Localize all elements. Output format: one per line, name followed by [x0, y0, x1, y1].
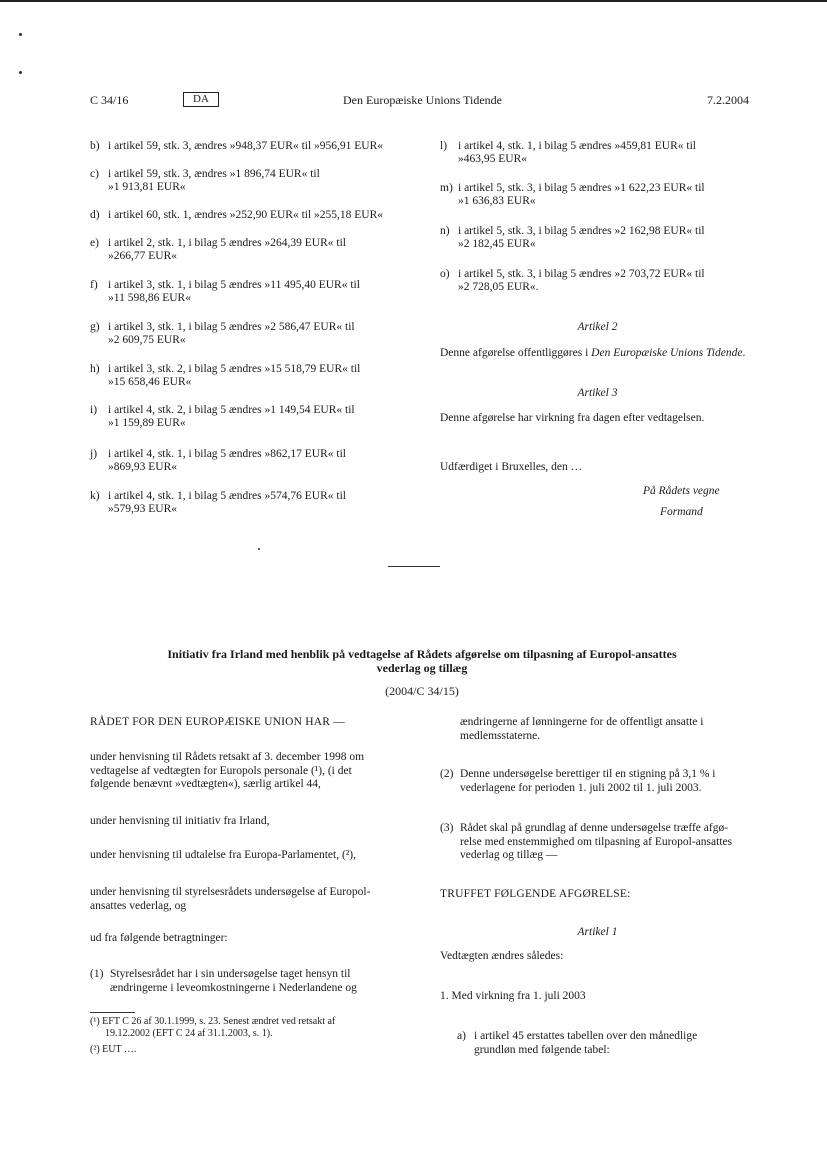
initiative-title-line2: vederlag og tillæg: [376, 661, 468, 675]
amendment-list-right: [440, 140, 755, 300]
amendment-text: i artikel 4, stk. 1, i bilag 5 ændres »459,81 EUR« til »463,95 EUR«: [458, 140, 696, 165]
amendment-letter: n): [440, 225, 450, 237]
recital-reference-3: under henvisning til udtalelse fra Europa-Parlamentet, (²),: [90, 849, 356, 861]
amendment-letter: l): [440, 140, 448, 152]
amendment-text: i artikel 4, stk. 1, i bilag 5 ændres »574,76 EUR« til »579,93 EUR«: [108, 490, 346, 515]
amendment-item: [90, 490, 408, 520]
scan-speck: [258, 548, 260, 550]
considerations-heading: ud fra følgende betragtninger:: [90, 932, 228, 944]
consideration-3: (3) Rådet skal på grundlag af denne undersøgelse træffe afgø- relse med enstemmighed om tilpasning af Europol-ansattes vederlag og tillæg —: [440, 822, 733, 861]
amendment-text: i artikel 5, stk. 3, i bilag 5 ændres »2 162,98 EUR« til »2 182,45 EUR«: [458, 225, 705, 250]
article-2-heading: Artikel 2: [577, 321, 618, 333]
signature-president: Formand: [660, 506, 703, 518]
footnote-2: (²) EUT ….: [90, 1044, 137, 1055]
initiative-title-line1: Initiativ fra Irland med henblik på vedtagelse af Rådets afgørelse om tilpasning af Europol-ansattes: [167, 647, 677, 661]
amendment-text: i artikel 59, stk. 3, ændres »948,37 EUR« til »956,91 EUR«: [108, 140, 384, 152]
consideration-1-continued: ændringerne af lønningerne for de offentligt ansatte i medlemsstaterne.: [460, 716, 704, 742]
journal-title: Den Europæiske Unions Tidende: [343, 93, 502, 107]
amendment-text: i artikel 3, stk. 1, i bilag 5 ændres »2 586,47 EUR« til »2 609,75 EUR«: [108, 321, 355, 346]
amendment-item: [90, 168, 408, 198]
done-at: Udfærdiget i Bruxelles, den …: [440, 461, 583, 473]
amendment-item: [440, 182, 755, 212]
scan-speck: [19, 71, 22, 74]
decision-heading: TRUFFET FØLGENDE AFGØRELSE:: [440, 888, 631, 900]
consideration-2: (2) Denne undersøgelse berettiger til en stigning på 3,1 % i vederlagene for perioden 1. juli 2002 til 1. juli 2003.: [440, 768, 716, 794]
consideration-1: (1) Styrelsesrådet har i sin undersøgelse taget hensyn til ændringerne i leveomkostningerne i Nederlandene og: [90, 968, 357, 994]
amendment-letter: h): [90, 363, 100, 375]
amendment-item: [90, 209, 408, 239]
amendment-letter: e): [90, 237, 99, 249]
amendment-text: i artikel 3, stk. 2, i bilag 5 ændres »15 518,79 EUR« til »15 658,46 EUR«: [108, 363, 361, 388]
article-2-text: Denne afgørelse offentliggøres i Den Europæiske Unions Tidende.: [440, 347, 746, 359]
amendment-text: i artikel 5, stk. 3, i bilag 5 ændres »1 622,23 EUR« til »1 636,83 EUR«: [458, 182, 705, 207]
amendment-item: [90, 321, 408, 351]
recital-reference-2: under henvisning til initiativ fra Irland,: [90, 815, 270, 827]
amendment-item: [90, 279, 408, 309]
amendment-letter: d): [90, 209, 100, 221]
amendment-text: i artikel 5, stk. 3, i bilag 5 ændres »2 703,72 EUR« til »2 728,05 EUR«.: [458, 268, 705, 293]
amendment-item: [90, 363, 408, 393]
article-1-heading: Artikel 1: [577, 926, 618, 938]
council-heading: RÅDET FOR DEN EUROPÆISKE UNION HAR —: [90, 716, 345, 728]
footnote-1: (¹) EFT C 26 af 30.1.1999, s. 23. Senest ændret ved retsakt af 19.12.2002 (EFT C 24 af 31.1.2003, s. 1).: [90, 1016, 336, 1039]
point-1: 1. Med virkning fra 1. juli 2003: [440, 990, 586, 1002]
amendment-letter: b): [90, 140, 100, 152]
amendment-text: i artikel 59, stk. 3, ændres »1 896,74 EUR« til »1 913,81 EUR«: [108, 168, 320, 193]
amendment-letter: i): [90, 404, 98, 416]
amendment-letter: j): [90, 448, 98, 460]
top-rule: [0, 0, 827, 2]
journal-date: 7.2.2004: [707, 93, 749, 107]
article-3-text: Denne afgørelse har virkning fra dagen efter vedtagelsen.: [440, 412, 705, 424]
scan-speck: [19, 33, 22, 36]
footnote-rule: [90, 1012, 135, 1013]
recital-reference-4: under henvisning til styrelsesrådets undersøgelse af Europol- ansattes vederlag, og: [90, 886, 371, 912]
amendment-list-left: [90, 140, 408, 520]
recital-reference-1: under henvisning til Rådets retsakt af 3. december 1998 om vedtagelse af vedtægten for Europols personale (¹), (i det følgende benævnt »vedtægten«), særlig artikel 44,: [90, 751, 365, 790]
section-separator: [388, 566, 440, 567]
amendment-text: i artikel 60, stk. 1, ændres »252,90 EUR« til »255,18 EUR«: [108, 209, 384, 221]
amendment-letter: f): [90, 279, 98, 291]
amendment-text: i artikel 4, stk. 1, i bilag 5 ændres »862,17 EUR« til »869,93 EUR«: [108, 448, 346, 473]
amendment-letter: k): [90, 490, 100, 502]
amendment-text: i artikel 2, stk. 1, i bilag 5 ændres »264,39 EUR« til »266,77 EUR«: [108, 237, 346, 262]
amendment-letter: g): [90, 321, 100, 333]
amendment-item: [90, 404, 408, 434]
amendment-item: [90, 448, 408, 478]
amendment-item: [90, 140, 408, 170]
amendment-item: [440, 225, 755, 255]
point-1-a: a) i artikel 45 erstattes tabellen over den månedlige grundløn med følgende tabel:: [457, 1030, 698, 1056]
amendment-letter: c): [90, 168, 99, 180]
article-3-heading: Artikel 3: [577, 387, 618, 399]
amendment-text: i artikel 4, stk. 2, i bilag 5 ændres »1 149,54 EUR« til »1 159,89 EUR«: [108, 404, 355, 429]
amendment-letter: m): [440, 182, 453, 194]
language-box: DA: [183, 92, 219, 107]
amendment-text: i artikel 3, stk. 1, i bilag 5 ændres »11 495,40 EUR« til »11 598,86 EUR«: [108, 279, 360, 304]
amendment-item: [440, 140, 755, 170]
signature-on-behalf: På Rådets vegne: [643, 485, 720, 497]
amendment-item: [440, 268, 755, 298]
article-1-intro: Vedtægten ændres således:: [440, 950, 564, 962]
amendment-letter: o): [440, 268, 450, 280]
amendment-item: [90, 237, 408, 267]
initiative-reference: (2004/C 34/15): [385, 684, 459, 698]
journal-reference: C 34/16: [90, 93, 129, 107]
